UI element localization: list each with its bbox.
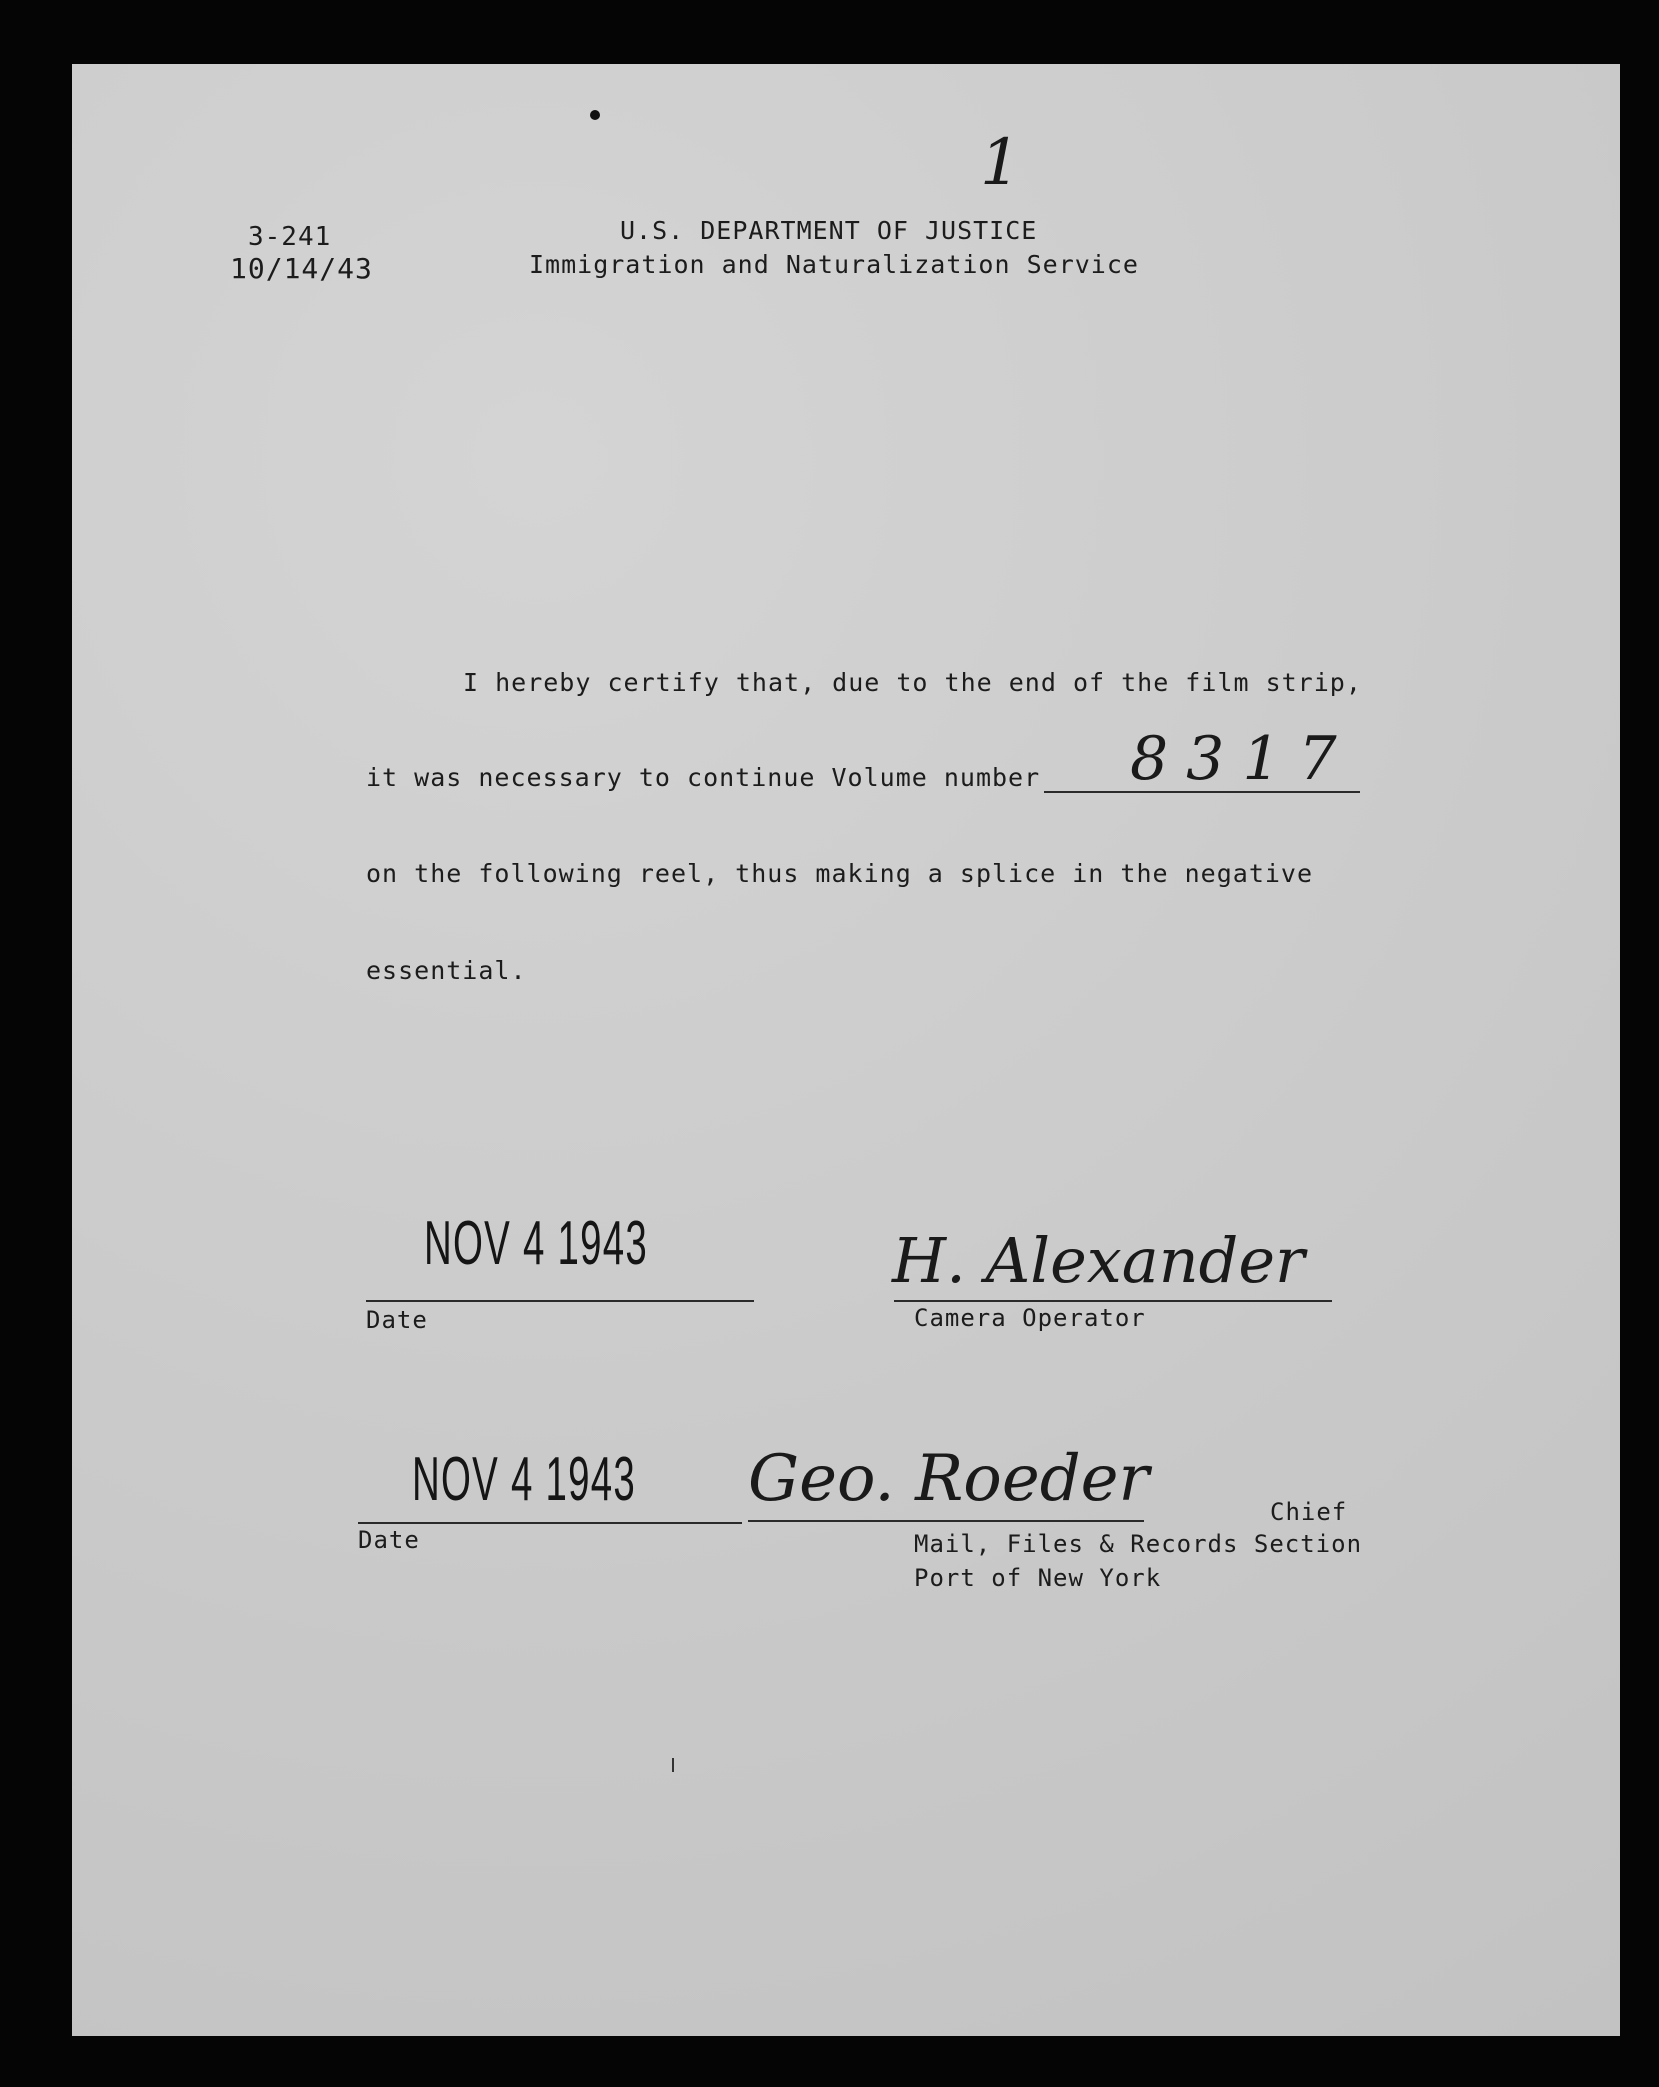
port-line: Port of New York: [914, 1564, 1162, 1592]
date-stamp-2: NOV 4 1943: [412, 1445, 636, 1514]
date-line-1: [366, 1300, 754, 1302]
form-date: 10/14/43: [230, 252, 373, 285]
page-number-mark: 1: [980, 126, 1021, 200]
date-line-2: [358, 1522, 742, 1524]
section-line: Mail, Files & Records Section: [914, 1530, 1363, 1558]
chief-signature: Geo. Roeder: [748, 1442, 1150, 1516]
header-service: Immigration and Naturalization Service: [529, 250, 1139, 279]
body-line-2: it was necessary to continue Volume number: [366, 763, 1041, 792]
form-number: 3-241: [248, 222, 332, 252]
volume-number: 8317: [1130, 724, 1355, 794]
date-label-1: Date: [366, 1306, 428, 1334]
camera-operator-label: Camera Operator: [914, 1304, 1146, 1332]
body-line-4: essential.: [366, 956, 527, 985]
document-page: [72, 64, 1620, 2036]
date-label-2: Date: [358, 1526, 420, 1554]
ink-speck: [590, 110, 600, 120]
stray-mark: [672, 1758, 674, 1772]
camera-operator-signature: H. Alexander: [892, 1224, 1305, 1297]
signature-line-2: [748, 1520, 1144, 1522]
date-stamp-1: NOV 4 1943: [424, 1209, 648, 1278]
chief-label: Chief: [1270, 1498, 1348, 1526]
header-department: U.S. DEPARTMENT OF JUSTICE: [620, 216, 1038, 245]
signature-line-1: [894, 1300, 1332, 1302]
body-line-3: on the following reel, thus making a splice in the negative: [366, 859, 1314, 888]
body-line-1: I hereby certify that, due to the end of the film strip,: [463, 668, 1362, 697]
